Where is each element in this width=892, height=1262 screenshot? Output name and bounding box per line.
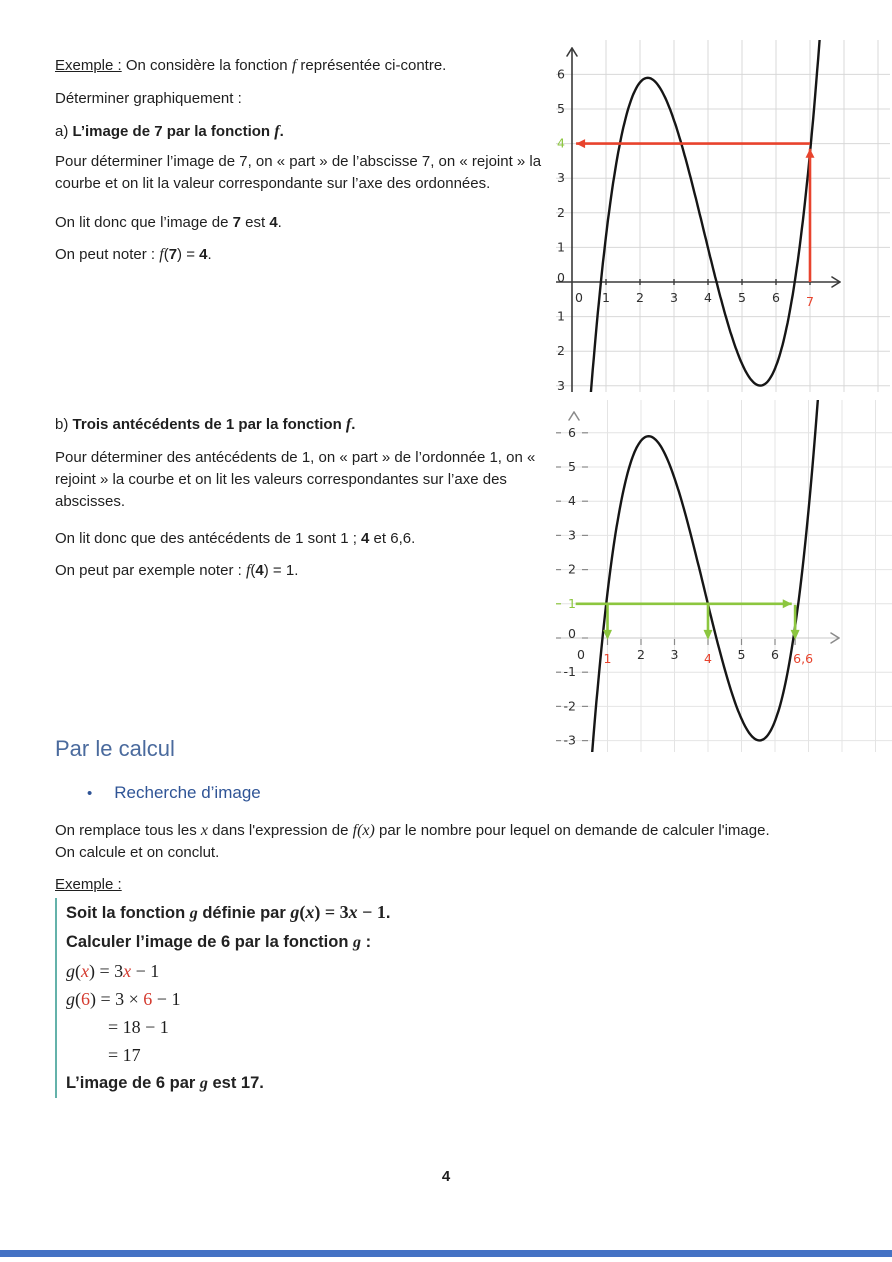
y-tick-label: -2 <box>563 698 576 714</box>
y-tick-label: 3 <box>557 377 565 392</box>
minus-1: − 1 <box>131 961 160 981</box>
example-line-3 <box>66 957 496 985</box>
example-line-1 <box>66 898 496 928</box>
dot: . <box>351 416 356 433</box>
page-number: 4 <box>441 1168 451 1185</box>
y-tick-label: 0 <box>568 626 576 641</box>
x-tick-label: 2 <box>636 290 644 305</box>
bullet-label: Recherche d’image <box>114 783 261 802</box>
y-tick-label: 6 <box>557 66 565 82</box>
intro-text-end: représentée ci-contre. <box>296 57 447 74</box>
equals: ) = <box>263 562 286 579</box>
section-a-reading <box>55 212 282 234</box>
x-tick-label: 5 <box>737 647 746 662</box>
y-tick-label: 6 <box>568 424 576 440</box>
annotation-arrowhead-icon <box>806 149 815 158</box>
paren: ( <box>75 961 81 981</box>
value-4: 4 <box>199 246 208 263</box>
f-symbol: f <box>159 246 164 263</box>
x-tick-label: 3 <box>670 647 679 662</box>
equals-3-times: ) = 3 × <box>90 989 144 1009</box>
section-b-title-text: Trois antécédents de 1 par la fonction <box>72 416 346 433</box>
x-symbol: x <box>348 902 358 922</box>
example-line-5: = 18 − 1 <box>108 1017 169 1037</box>
text: définie par <box>197 904 291 922</box>
f-symbol: f <box>291 57 297 74</box>
y-tick-label: 2 <box>557 343 565 359</box>
value-6-red: 6 <box>143 989 153 1009</box>
text: est <box>240 214 270 231</box>
heading-par-le-calcul: Par le calcul <box>55 736 175 761</box>
text: et 6,6. <box>369 530 416 547</box>
paren: ( <box>250 562 256 579</box>
example-line-7 <box>66 1069 496 1098</box>
text: est <box>207 1074 241 1092</box>
g-symbol: g <box>66 961 75 981</box>
x-tick-label: 6 <box>771 647 779 662</box>
minus-1: − 1 <box>152 989 181 1009</box>
y-tick-label: 1 <box>557 308 565 324</box>
minus-1: − 1 <box>357 902 386 922</box>
x-tick-label: 4 <box>704 290 712 305</box>
x-symbol: x <box>200 822 209 839</box>
function-curve <box>587 400 824 752</box>
value-1: 1 <box>285 562 295 579</box>
y-tick-label: 5 <box>568 459 576 474</box>
y-tick-label: 3 <box>557 170 565 186</box>
x-tick-label: 1 <box>603 651 612 666</box>
dot: . <box>207 246 212 263</box>
equals: ) = <box>177 246 200 263</box>
exemple-label: Exemple : <box>55 57 122 74</box>
graph-antecedents-lookup <box>556 400 892 752</box>
value-4: 4 <box>361 530 370 547</box>
worked-example-box <box>55 898 496 1098</box>
x-tick-label: 2 <box>637 647 645 662</box>
example-line-6: = 17 <box>108 1045 141 1065</box>
section-b-prefix: b) <box>55 416 73 433</box>
section-a-title-text: L’image de 7 par la fonction <box>72 123 275 140</box>
y-tick-label: 2 <box>568 561 576 577</box>
f-symbol: f <box>345 416 352 433</box>
y-tick-label: -3 <box>563 732 576 748</box>
dot: . <box>277 214 282 231</box>
x-symbol: x <box>305 902 315 922</box>
text: On peut par exemple noter : <box>55 562 246 579</box>
x-tick-label: 0 <box>575 290 583 305</box>
x-symbol-red: x <box>81 961 89 981</box>
x-tick-label: 6,6 <box>793 651 814 666</box>
f-of-x-symbol: f(x) <box>352 822 375 839</box>
value-6-red: 6 <box>81 989 90 1009</box>
text: dans l'expression de <box>208 822 353 839</box>
section-a-title <box>55 121 284 143</box>
y-tick-label: -1 <box>563 664 576 680</box>
text: L’image de 6 par <box>66 1074 200 1092</box>
equals-3: ) = 3 <box>314 902 349 922</box>
value-7: 7 <box>168 246 178 263</box>
text: On calcule et on conclut. <box>55 844 220 861</box>
section-a-prefix: a) <box>55 123 73 140</box>
x-tick-label: 3 <box>670 290 678 305</box>
axis-arrow-up-icon <box>574 412 579 420</box>
g-symbol: g <box>189 905 198 922</box>
value-4: 4 <box>269 214 278 231</box>
g-symbol: g <box>199 1075 208 1092</box>
g-symbol: g <box>66 989 75 1009</box>
x-tick-label: 6 <box>772 290 780 305</box>
y-tick-label: 0 <box>557 270 565 285</box>
section-b-notation <box>55 560 298 582</box>
annotation-arrowhead-icon <box>783 599 792 608</box>
text: Soit la fonction <box>66 904 190 922</box>
axis-arrow-right-icon <box>831 633 839 638</box>
equals-3: ) = 3 <box>89 961 124 981</box>
bullet-icon: • <box>87 785 93 802</box>
x-tick-label: 0 <box>577 647 585 662</box>
text: par le nombre pour lequel on demande de calculer l'image. <box>374 822 770 839</box>
calc-paragraph <box>55 820 892 864</box>
x-tick-label: 5 <box>738 290 746 305</box>
text: Calculer l’image de 6 par la fonction <box>66 933 353 951</box>
g-symbol: g <box>290 902 300 922</box>
dot: . <box>385 904 391 922</box>
axis-arrow-right-icon <box>831 638 839 643</box>
text: On remplace tous les <box>55 822 201 839</box>
paren: ( <box>163 246 169 263</box>
text: On peut noter : <box>55 246 160 263</box>
intro-text: On considère la fonction <box>121 57 292 74</box>
axis-arrow-up-icon <box>569 412 574 420</box>
example-line-4 <box>66 985 496 1013</box>
function-curve <box>586 40 827 392</box>
section-a-paragraph: Pour déterminer l’image de 7, on « part » de l’abscisse 7, on « rejoint » la courbe et on lit la valeur correspondante sur l’axe des ordonnées. <box>55 153 542 192</box>
graph-image-lookup <box>556 40 890 392</box>
y-tick-label: 1 <box>568 595 576 611</box>
y-tick-label: 5 <box>557 101 565 116</box>
value-4: 4 <box>255 562 264 579</box>
dot: . <box>294 562 299 579</box>
exemple-label-2: Exemple : <box>55 876 122 893</box>
x-tick-label: 1 <box>602 290 610 305</box>
text: On lit donc que l’image de <box>55 214 233 231</box>
determine-line: Déterminer graphiquement : <box>55 90 242 107</box>
section-b-reading <box>55 528 415 550</box>
paren: ( <box>299 902 306 922</box>
text: On lit donc que des antécédents de 1 sont 1 ; <box>55 530 362 547</box>
x-symbol-red: x <box>123 961 132 981</box>
section-a-notation <box>55 244 212 266</box>
value-17: 17 <box>240 1074 260 1092</box>
colon: : <box>361 933 372 951</box>
y-tick-label: 2 <box>557 204 565 220</box>
x-tick-label: 7 <box>806 294 814 309</box>
bullet-recherche-image <box>55 783 261 803</box>
footer-accent-bar <box>0 1250 892 1257</box>
value-7: 7 <box>232 214 241 231</box>
f-symbol: f <box>274 123 280 140</box>
dot: . <box>279 123 284 140</box>
y-tick-label: 3 <box>568 527 576 543</box>
g-symbol: g <box>353 934 361 951</box>
annotation-arrowhead-icon <box>576 139 585 148</box>
section-b-paragraph: Pour déterminer des antécédents de 1, on « part » de l’ordonnée 1, on « rejoint » la courbe et on lit les valeurs correspondantes sur l’axe des abscisses. <box>55 449 536 510</box>
paren: ( <box>75 989 81 1009</box>
section-b-title <box>55 414 355 436</box>
dot: . <box>259 1074 264 1092</box>
y-tick-label: 4 <box>568 493 576 509</box>
y-tick-label: 1 <box>557 239 565 255</box>
y-tick-label: 4 <box>557 135 565 151</box>
intro-line <box>55 55 446 77</box>
f-symbol: f <box>245 562 251 579</box>
example-line-2 <box>66 928 496 957</box>
x-tick-label: 4 <box>704 651 712 666</box>
